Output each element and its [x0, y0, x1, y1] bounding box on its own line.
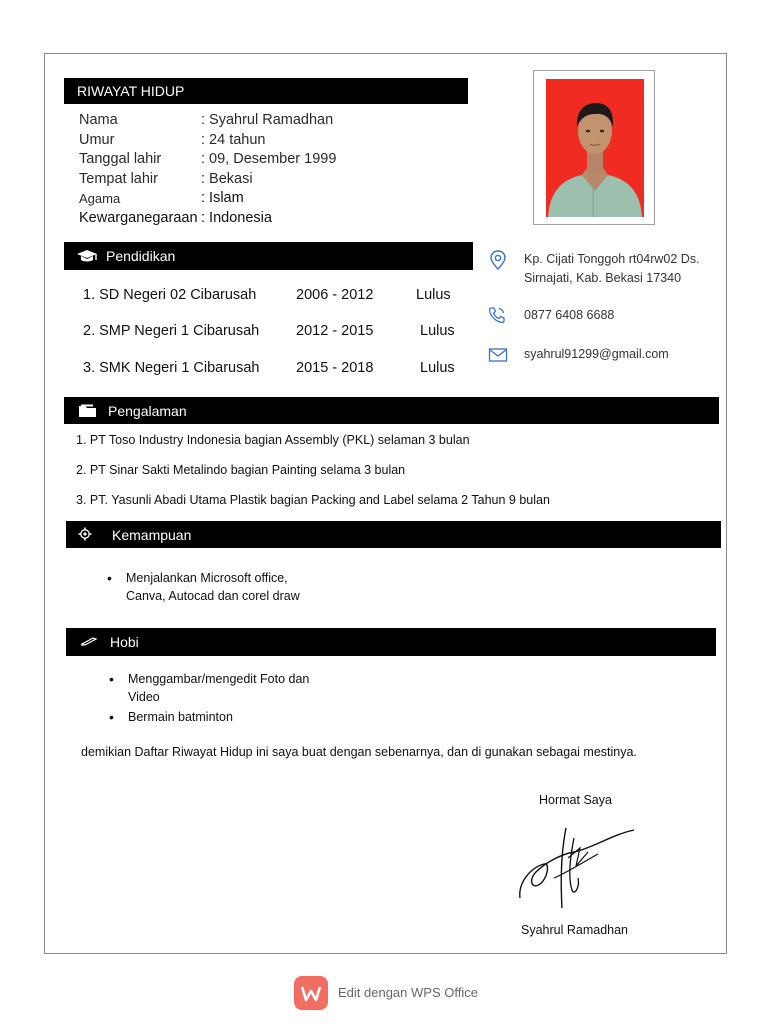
phone-icon: [488, 306, 506, 324]
wps-logo-icon[interactable]: [294, 976, 328, 1010]
hobby-item: • Menggambar/mengedit Foto dan Video: [106, 670, 338, 706]
personal-labels: [79, 111, 198, 228]
skill-item: • Menjalankan Microsoft office, Canva, Autocad dan corel draw: [104, 569, 324, 605]
kemampuan-bar: [66, 521, 721, 548]
experience-item: 2. PT Sinar Sakti Metalindo bagian Painting selama 3 bulan: [76, 463, 406, 477]
location-icon: [489, 250, 507, 270]
edu-status: Lulus: [416, 287, 451, 303]
pendidikan-bar: [64, 242, 473, 270]
edu-years: 2015 - 2018: [296, 360, 374, 376]
personal-value: : Bekasi: [201, 170, 253, 187]
signature: [510, 818, 640, 918]
cv-title-bar: [64, 78, 468, 104]
closing-greeting: Hormat Saya: [539, 793, 612, 807]
edu-school: 3. SMK Negeri 1 Cibarusah: [83, 360, 260, 376]
personal-value: : Syahrul Ramadhan: [201, 112, 334, 128]
pengalaman-title: Pengalaman: [108, 402, 187, 419]
personal-label: Nama: [79, 112, 118, 128]
hobby-item: • Bermain batminton: [106, 708, 356, 726]
folder-icon: [78, 403, 98, 419]
hobi-title: Hobi: [110, 634, 139, 650]
experience-item: 3. PT. Yasunli Abadi Utama Plastik bagian Packing and Label selama 2 Tahun 9 bulan: [76, 493, 550, 507]
personal-label: Tempat lahir: [79, 170, 158, 187]
profile-photo-frame: [533, 70, 655, 225]
personal-label: Kewarganegaraan: [79, 209, 198, 226]
edu-years: 2012 - 2015: [296, 323, 374, 339]
pencil-icon: [80, 634, 98, 650]
edu-status: Lulus: [420, 360, 455, 376]
edu-school: 2. SMP Negeri 1 Cibarusah: [83, 323, 260, 339]
edu-years: 2006 - 2012: [296, 287, 374, 303]
pendidikan-title: Pendidikan: [106, 248, 176, 264]
cv-title: RIWAYAT HIDUP: [77, 83, 185, 99]
hobi-bar: [66, 628, 716, 656]
personal-values: [201, 111, 336, 228]
contact-phone: 0877 6408 6688: [524, 308, 615, 322]
personal-value: : Indonesia: [201, 209, 272, 226]
mail-icon: [488, 347, 508, 363]
signature-name: Syahrul Ramadhan: [521, 923, 629, 937]
personal-label: Agama: [79, 191, 121, 206]
personal-value: : Islam: [201, 190, 244, 206]
edu-status: Lulus: [420, 323, 455, 339]
personal-label: Tanggal lahir: [79, 151, 162, 167]
wps-edit-link[interactable]: Edit dengan WPS Office: [338, 985, 478, 1000]
contact-email: syahrul91299@gmail.com: [524, 347, 669, 361]
edu-school: 1. SD Negeri 02 Cibarusah: [83, 287, 257, 303]
contact-address: Kp. Cijati Tonggoh rt04rw02 Ds. Sirnajati, Kab. Bekasi 17340: [524, 252, 700, 285]
graduation-cap-icon: [76, 248, 96, 264]
profile-photo: [546, 79, 644, 217]
personal-value: : 24 tahun: [201, 131, 266, 148]
experience-item: 1. PT Toso Industry Indonesia bagian Assembly (PKL) selaman 3 bulan: [76, 433, 470, 447]
personal-label: Umur: [79, 131, 115, 148]
closing-text: demikian Daftar Riwayat Hidup ini saya buat dengan sebenarnya, dan di gunakan sebagai mestinya.: [81, 745, 637, 759]
kemampuan-title: Kemampuan: [112, 526, 192, 543]
hobby-list: [106, 670, 356, 726]
personal-value: : 09, Desember 1999: [201, 151, 337, 167]
pengalaman-bar: [64, 397, 719, 424]
skills-list: [104, 569, 324, 605]
gear-icon: [78, 527, 92, 543]
